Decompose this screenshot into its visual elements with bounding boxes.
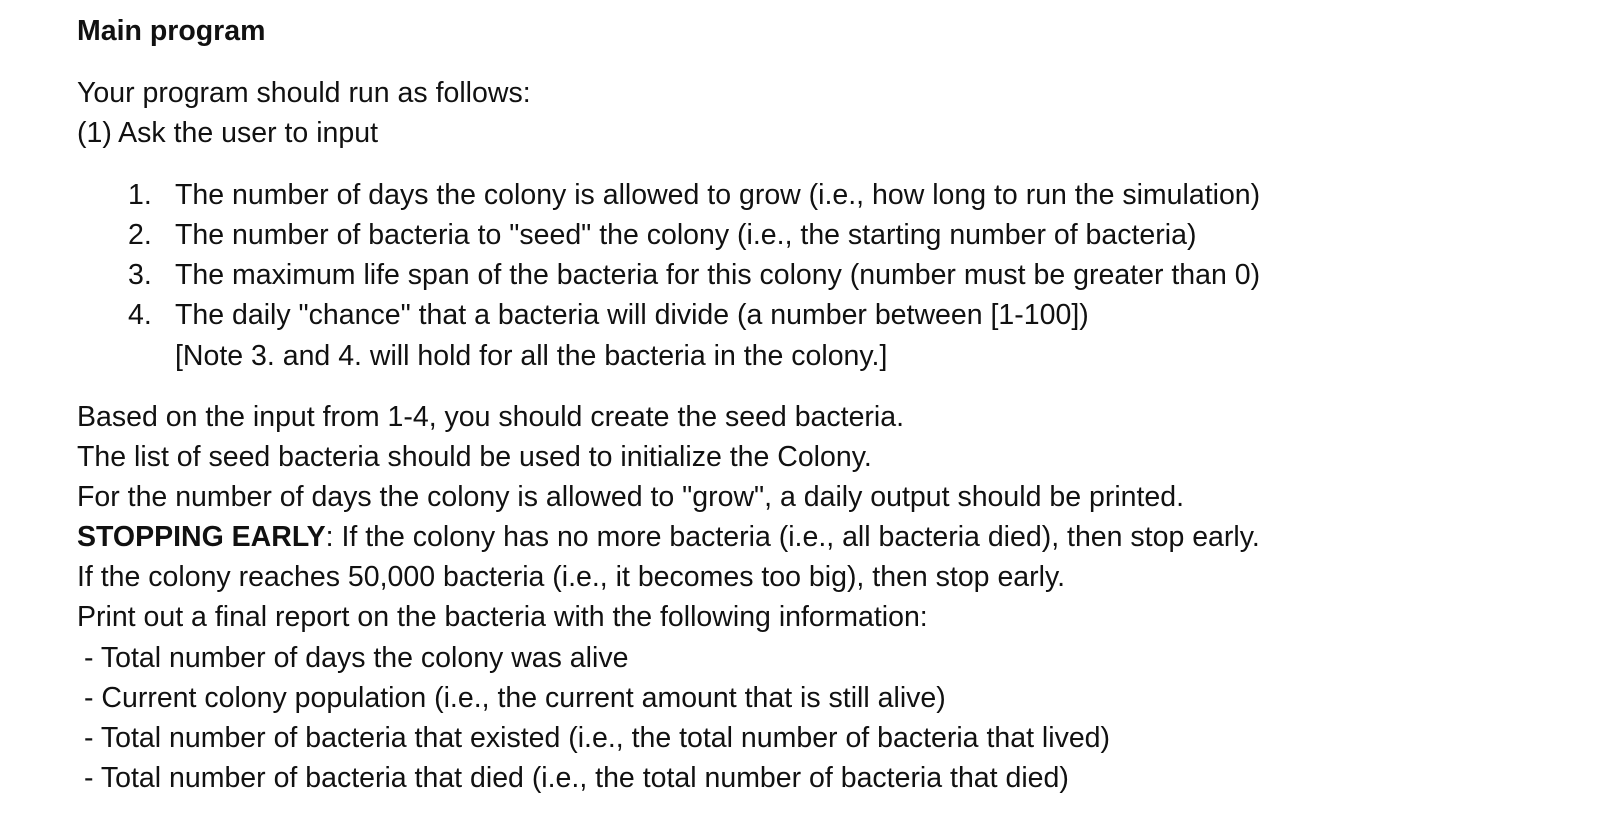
- list-text: The daily "chance" that a bacteria will divide (a number between [1-100]): [175, 299, 1089, 331]
- stopping-early-label: STOPPING EARLY: [77, 521, 326, 553]
- body-paragraph: Print out a final report on the bacteria with the following information:: [77, 601, 928, 633]
- list-text: The maximum life span of the bacteria for this colony (number must be greater than 0): [175, 259, 1261, 291]
- report-item: - Total number of days the colony was alive: [84, 642, 629, 674]
- body-paragraph: The list of seed bacteria should be used to initialize the Colony.: [77, 441, 872, 473]
- list-text: The number of days the colony is allowed to grow (i.e., how long to run the simulation): [175, 179, 1261, 211]
- body-paragraph: Based on the input from 1-4, you should create the seed bacteria.: [77, 401, 905, 433]
- body-paragraph: If the colony reaches 50,000 bacteria (i.e., it becomes too big), then stop early.: [77, 561, 1066, 593]
- section-heading: Main program: [77, 15, 266, 47]
- report-item: - Current colony population (i.e., the current amount that is still alive): [84, 682, 946, 714]
- list-number: 2.: [128, 219, 152, 251]
- list-text: The number of bacteria to "seed" the colony (i.e., the starting number of bacteria): [175, 219, 1197, 251]
- list-number: 4.: [128, 299, 152, 331]
- body-paragraph: For the number of days the colony is allowed to "grow", a daily output should be printed.: [77, 481, 1185, 513]
- stopping-early-text: : If the colony has no more bacteria (i.e., all bacteria died), then stop early.: [325, 521, 1260, 553]
- report-item: - Total number of bacteria that existed (i.e., the total number of bacteria that lived): [84, 722, 1111, 754]
- intro-text: Your program should run as follows:: [77, 77, 531, 109]
- intro-step-1: (1) Ask the user to input: [77, 117, 378, 149]
- report-item: - Total number of bacteria that died (i.e., the total number of bacteria that died): [84, 762, 1069, 794]
- stopping-early-paragraph: [77, 520, 1260, 554]
- list-number: 1.: [128, 179, 152, 211]
- list-note: [Note 3. and 4. will hold for all the bacteria in the colony.]: [175, 340, 888, 372]
- list-number: 3.: [128, 259, 152, 291]
